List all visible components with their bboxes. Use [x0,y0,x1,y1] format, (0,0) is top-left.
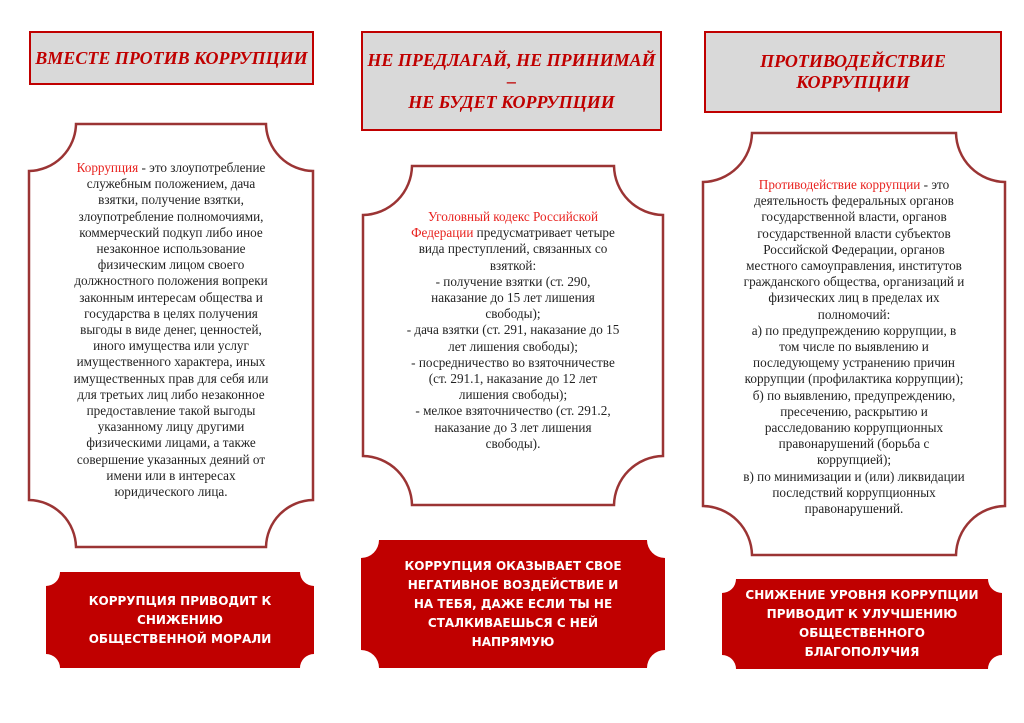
banner-corruption-lowers-morality [46,572,314,668]
header-together-against-corruption [29,31,314,85]
term-anti-corruption: Противодействие коррупции [758,177,921,192]
crime-item: - посредничество во взяточничестве (ст. 291.1, наказание до 12 лет лишения свободы); [411,354,615,403]
corruption-definition [28,160,314,500]
term-criminal-code: Уголовный кодекс Российской Федерации [411,209,599,241]
crime-item: - дача взятки (ст. 291, наказание до 15 лет лишения свободы); [406,322,620,354]
activity-item: б) по выявлению, предупреждению, пресечению, раскрытию и расследованию коррупционных правонарушений (борьба с коррупцией); [752,387,956,468]
criminal-code-intro: предусматривает четыре вида преступлений, связанных со взяткой: [418,225,615,273]
header-title: ВМЕСТЕ ПРОТИВ КОРРУПЦИИ [35,47,308,68]
anti-corruption-text [702,177,1006,517]
header-dont-offer-dont-accept [361,31,662,131]
banner-text: КОРРУПЦИЯ ОКАЗЫВАЕТ СВОЕ НЕГАТИВНОЕ ВОЗДЕЙСТВИЕ И НА ТЕБЯ, ДАЖЕ ЕСЛИ ТЫ НЕ СТАЛКИВАЕШЬСЯ С НЕЙ НАПРЯМУЮ [404,558,622,649]
header-anti-corruption [704,31,1002,113]
anti-corruption-intro: - это деятельность федеральных органов государственной власти, органов государственной власти субъектов Российской Федерации, органов местного самоуправления, институтов гражданского общества, организаций и физических лиц в пределах их полномочий: [743,177,965,322]
definition-text: - это злоупотребление служебным положением, дача взятки, получение взятки, злоупотребление полномочиями, коммерческий подкуп либо иное незаконное использование физическим лицом своего должностного положения вопреки законным интересам общества и государства в целях получения выгоды в виде денег, ценностей, иного имущества или услуг имущественного характера, иных имущественных прав для себя или для третьих лиц либо незаконное предоставление такой выгоды указанному лицу другими физическими лицами, а также совершение указанных деяний от имени или в интересах юридического лица. [73,160,269,500]
definition-frame-corruption [28,123,314,548]
header-title-line1: НЕ ПРЕДЛАГАЙ, НЕ ПРИНИМАЙ – [367,49,656,91]
banner-less-corruption-better-wellbeing [722,579,1002,669]
header-title-line1: ПРОТИВОДЕЙСТВИЕ [760,51,946,71]
crime-item: - получение взятки (ст. 290, наказание до 15 лет лишения свободы); [431,273,595,322]
activity-item: а) по предупреждению коррупции, в том числе по выявлению и последующему устранению причин коррупции (профилактика коррупции); [744,322,964,387]
header-title-line2: НЕ БУДЕТ КОРРУПЦИИ [408,91,615,112]
term-corruption: Коррупция [76,160,139,175]
activity-item: в) по минимизации и (или) ликвидации последствий коррупционных правонарушений. [743,468,965,517]
anti-corruption-definition-frame [702,132,1006,556]
crime-item: - мелкое взяточничество (ст. 291.2, наказание до 3 лет лишения свободы). [415,403,611,451]
criminal-code-frame [362,165,664,506]
header-title-line2: КОРРУПЦИИ [796,72,910,92]
criminal-code-text [362,209,664,452]
banner-text: СНИЖЕНИЕ УРОВНЯ КОРРУПЦИИ ПРИВОДИТ К УЛУЧШЕНИЮ ОБЩЕСТВЕННОГО БЛАГОПОЛУЧИЯ [745,588,979,659]
banner-text: КОРРУПЦИЯ ПРИВОДИТ К СНИЖЕНИЮ ОБЩЕСТВЕННОЙ МОРАЛИ [88,593,272,646]
banner-corruption-affects-you [361,540,665,668]
